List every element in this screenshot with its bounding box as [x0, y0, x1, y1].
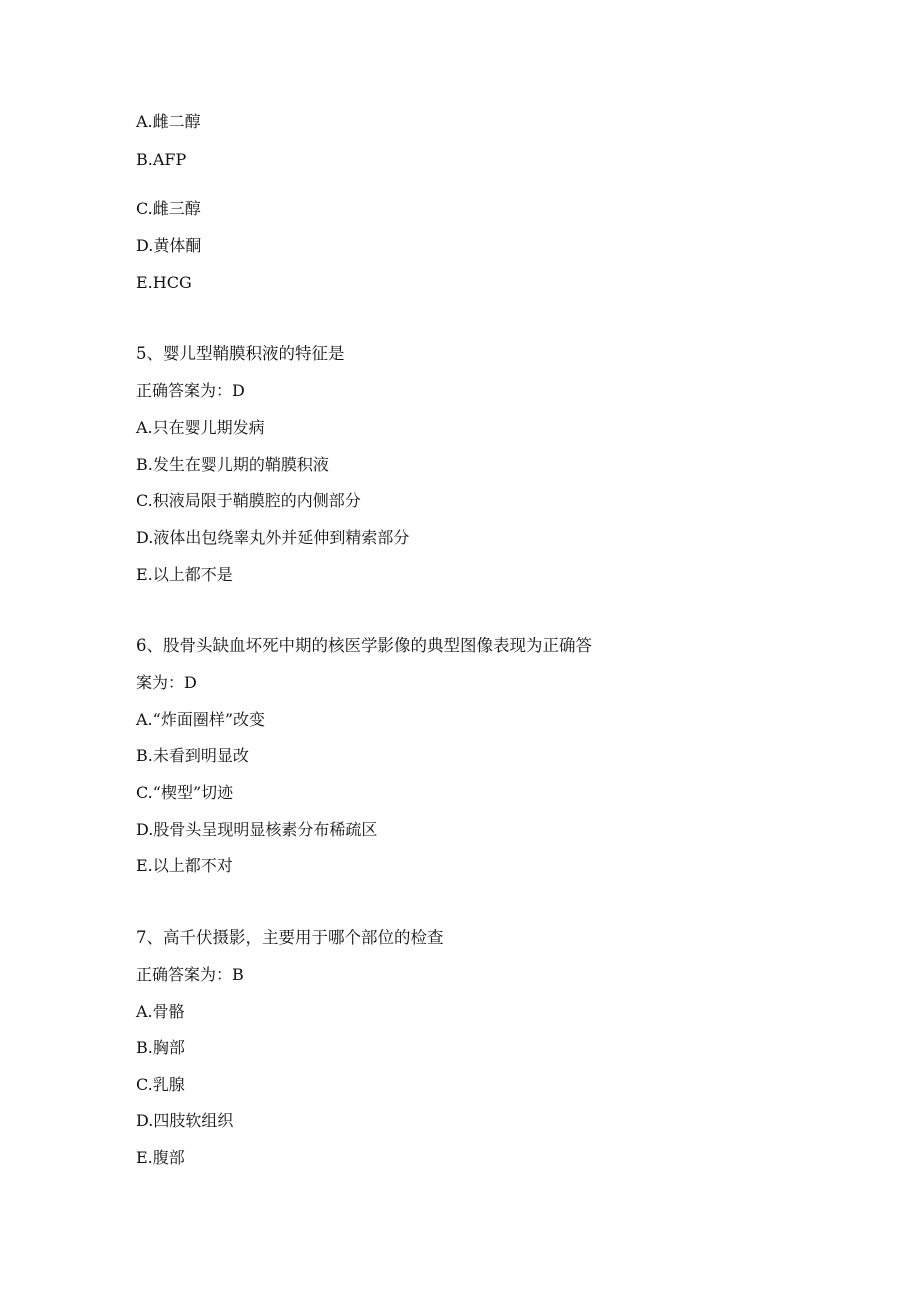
option-a: A.雌二醇 [136, 112, 201, 131]
question-7-option-b: B.胸部 [136, 1038, 185, 1057]
question-6-option-c: C.“楔型”切迹 [136, 783, 234, 802]
option-b: B.AFP [136, 150, 187, 169]
question-7-answer: 正确答案为：B [136, 965, 244, 984]
question-6-option-a: A.“炸面圈样”改变 [136, 710, 266, 729]
question-5-option-e: E.以上都不是 [136, 565, 233, 584]
question-7-option-a: A.骨骼 [136, 1002, 185, 1021]
question-5-option-a: A.只在婴儿期发病 [136, 418, 265, 437]
question-7-option-e: E.腹部 [136, 1148, 185, 1167]
question-6-option-d: D.股骨头呈现明显核素分布稀疏区 [136, 820, 378, 839]
question-6-option-b: B.未看到明显改 [136, 746, 249, 765]
question-7-option-c: C.乳腺 [136, 1075, 185, 1094]
question-5-option-b: B.发生在婴儿期的鞘膜积液 [136, 455, 329, 474]
question-5-title: 5、婴儿型鞘膜积液的特征是 [136, 344, 345, 363]
question-6-title-continued: 案为：D [136, 673, 197, 692]
question-6-option-e: E.以上都不对 [136, 856, 233, 875]
option-d: D.黄体酮 [136, 236, 202, 255]
option-e: E.HCG [136, 273, 192, 292]
question-6-title: 6、股骨头缺血坏死中期的核医学影像的典型图像表现为正确答 [136, 636, 592, 655]
question-7-option-d: D.四肢软组织 [136, 1111, 234, 1130]
question-7-title: 7、高千伏摄影，主要用于哪个部位的检查 [136, 928, 444, 947]
question-5-option-c: C.积液局限于鞘膜腔的内侧部分 [136, 491, 361, 510]
question-5-answer: 正确答案为：D [136, 381, 245, 400]
option-c: C.雌三醇 [136, 199, 201, 218]
question-5-option-d: D.液体出包绕睾丸外并延伸到精索部分 [136, 528, 410, 547]
